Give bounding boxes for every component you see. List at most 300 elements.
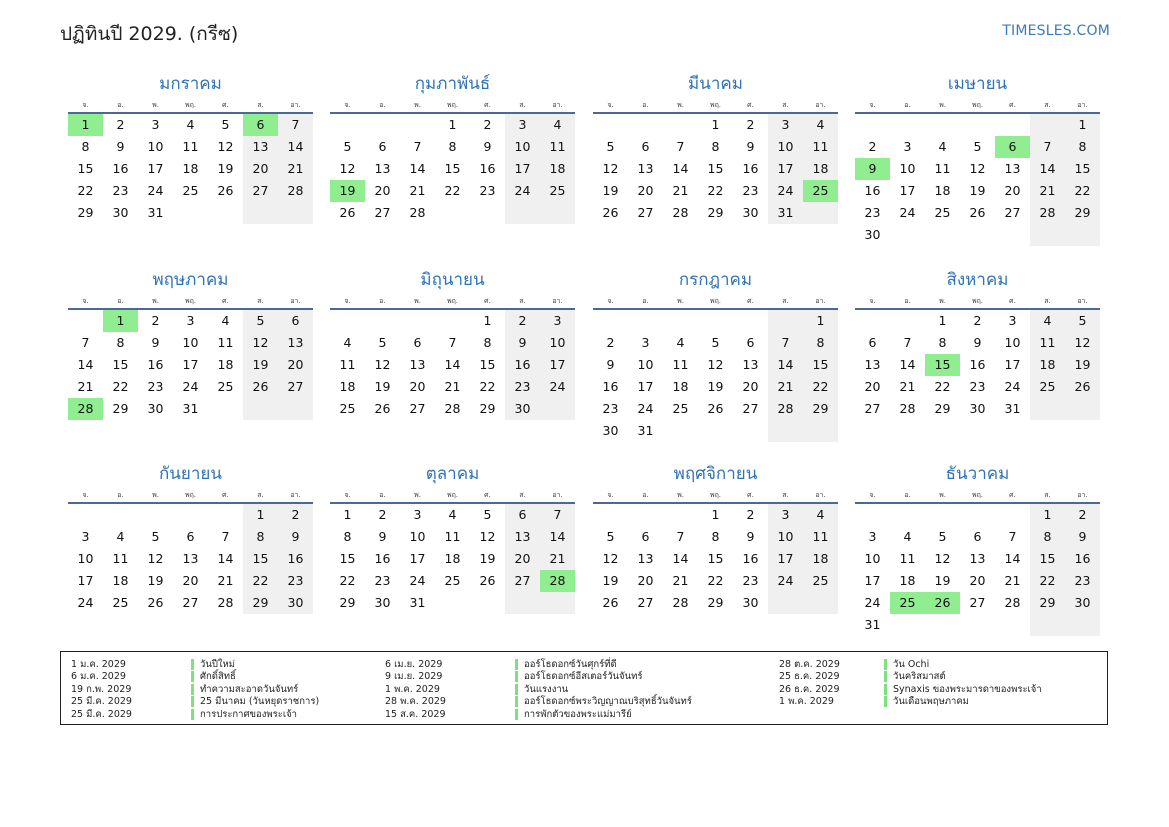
holiday-day-cell: 15 xyxy=(925,354,960,376)
day-cell: 19 xyxy=(147,573,164,588)
month-name: พฤษภาคม xyxy=(152,270,229,290)
day-cell: 18 xyxy=(934,183,951,198)
day-cell: 20 xyxy=(243,158,278,180)
day-cell: 21 xyxy=(1004,573,1021,588)
day-cell: 3 xyxy=(186,313,195,328)
holiday-name: ศักดิ์สิทธิ์ xyxy=(191,671,236,682)
day-cell: 19 xyxy=(374,379,391,394)
day-cell: 9 xyxy=(483,139,492,154)
day-cell: 29 xyxy=(707,595,724,610)
empty-cell xyxy=(593,504,628,526)
days-grid xyxy=(855,504,1100,636)
day-cell: 2 xyxy=(1065,504,1100,526)
day-cell: 26 xyxy=(217,183,234,198)
day-cell: 25 xyxy=(672,401,689,416)
day-cell: 23 xyxy=(278,570,313,592)
weekday-label: ส. xyxy=(519,491,526,499)
month-block xyxy=(68,460,313,614)
day-cell: 17 xyxy=(147,161,164,176)
day-cell: 13 xyxy=(278,332,313,354)
day-cell: 2 xyxy=(378,507,387,522)
empty-cell xyxy=(208,504,243,526)
weekday-label: จ. xyxy=(607,101,614,109)
day-cell: 23 xyxy=(147,379,164,394)
day-cell: 18 xyxy=(803,158,838,180)
day-cell: 30 xyxy=(374,595,391,610)
day-cell: 4 xyxy=(116,529,125,544)
weekday-label: จ. xyxy=(869,491,876,499)
day-cell: 23 xyxy=(969,379,986,394)
empty-cell xyxy=(890,224,925,246)
day-cell: 18 xyxy=(217,357,234,372)
holiday-name: วันเดือนพฤษภาคม xyxy=(884,696,969,707)
day-cell: 7 xyxy=(448,335,457,350)
weekday-label: ส. xyxy=(782,297,789,305)
days-grid xyxy=(68,504,313,614)
day-cell: 31 xyxy=(768,202,803,224)
weekday-label: ศ. xyxy=(222,297,229,305)
holidays-column-3 xyxy=(779,658,1042,708)
weekday-label: พ. xyxy=(677,297,684,305)
weekday-label: อา. xyxy=(1077,101,1088,109)
day-cell: 3 xyxy=(768,114,803,136)
day-cell: 13 xyxy=(505,526,540,548)
holiday-name: ออร์โธดอกซ์วันศุกร์ที่ดี xyxy=(515,659,617,670)
holiday-name: Synaxis ของพระมารดาของพระเจ้า xyxy=(884,684,1042,695)
weekday-label: อ. xyxy=(117,297,124,305)
day-cell: 21 xyxy=(899,379,916,394)
day-cell: 13 xyxy=(864,357,881,372)
weekday-label: พ. xyxy=(152,101,159,109)
empty-cell xyxy=(768,310,803,332)
day-cell: 15 xyxy=(339,551,356,566)
day-cell: 11 xyxy=(1030,332,1065,354)
day-cell: 18 xyxy=(540,158,575,180)
empty-cell xyxy=(698,310,733,332)
empty-cell xyxy=(663,114,698,136)
holiday-day-cell: 28 xyxy=(68,398,103,420)
day-cell: 24 xyxy=(409,573,426,588)
weekday-label: อ. xyxy=(642,491,649,499)
day-cell: 5 xyxy=(973,139,982,154)
month-block xyxy=(855,460,1100,636)
weekday-label: ส. xyxy=(1044,297,1051,305)
day-cell: 20 xyxy=(864,379,881,394)
weekday-label: อ. xyxy=(642,101,649,109)
weekday-label: พฤ. xyxy=(446,101,459,109)
day-cell: 13 xyxy=(1004,161,1021,176)
day-cell: 29 xyxy=(803,398,838,420)
holiday-day-cell: 25 xyxy=(890,592,925,614)
weekday-label: อา. xyxy=(1077,297,1088,305)
empty-cell xyxy=(803,592,838,614)
empty-cell xyxy=(470,592,505,614)
day-cell: 25 xyxy=(339,401,356,416)
weekday-label: พ. xyxy=(152,491,159,499)
weekday-label: อา. xyxy=(552,101,563,109)
day-cell: 14 xyxy=(217,551,234,566)
month-block xyxy=(330,70,575,224)
day-cell: 15 xyxy=(77,161,94,176)
day-cell: 15 xyxy=(479,357,496,372)
weekday-label: อา. xyxy=(290,101,301,109)
day-cell: 24 xyxy=(637,401,654,416)
day-cell: 27 xyxy=(278,376,313,398)
weekday-label: จ. xyxy=(869,297,876,305)
day-cell: 10 xyxy=(540,332,575,354)
month-block xyxy=(855,266,1100,420)
day-cell: 6 xyxy=(746,335,755,350)
empty-cell xyxy=(995,114,1030,136)
day-cell: 30 xyxy=(742,205,759,220)
day-cell: 22 xyxy=(112,379,129,394)
empty-cell xyxy=(330,114,365,136)
day-cell: 10 xyxy=(182,335,199,350)
day-cell: 22 xyxy=(934,379,951,394)
day-cell: 7 xyxy=(676,139,685,154)
day-cell: 27 xyxy=(969,595,986,610)
weekday-label: พฤ. xyxy=(184,101,197,109)
day-cell: 10 xyxy=(899,161,916,176)
weekday-label: ส. xyxy=(1044,101,1051,109)
day-cell: 14 xyxy=(409,161,426,176)
day-cell: 6 xyxy=(378,139,387,154)
day-cell: 31 xyxy=(637,423,654,438)
empty-cell xyxy=(995,614,1030,636)
day-cell: 17 xyxy=(182,357,199,372)
day-cell: 23 xyxy=(1065,570,1100,592)
day-cell: 3 xyxy=(641,335,650,350)
day-cell: 24 xyxy=(540,376,575,398)
empty-cell xyxy=(1030,398,1065,420)
day-cell: 20 xyxy=(505,548,540,570)
day-cell: 22 xyxy=(479,379,496,394)
day-cell: 29 xyxy=(339,595,356,610)
weekday-label: พฤ. xyxy=(184,491,197,499)
day-cell: 6 xyxy=(973,529,982,544)
day-cell: 25 xyxy=(444,573,461,588)
weekday-label: อ. xyxy=(379,101,386,109)
day-cell: 4 xyxy=(186,117,195,132)
days-grid xyxy=(593,114,838,224)
empty-cell xyxy=(505,592,540,614)
weekday-header xyxy=(68,488,313,504)
day-cell: 5 xyxy=(243,310,278,332)
day-cell: 15 xyxy=(243,548,278,570)
weekday-label: จ. xyxy=(607,491,614,499)
day-cell: 10 xyxy=(147,139,164,154)
weekday-header xyxy=(330,294,575,310)
holiday-name: ออร์โธดอกซ์อีสเตอร์วันจันทร์ xyxy=(515,671,642,682)
day-cell: 11 xyxy=(182,139,199,154)
month-name: กันยายน xyxy=(158,464,222,484)
day-cell: 8 xyxy=(243,526,278,548)
month-block xyxy=(593,460,838,614)
day-cell: 3 xyxy=(413,507,422,522)
holiday-name: วัน Ochi xyxy=(884,659,929,670)
brand-logo-text[interactable]: TIMESLES.COM xyxy=(1002,23,1110,39)
weekday-header xyxy=(855,488,1100,504)
day-cell: 2 xyxy=(868,139,877,154)
weekday-label: อ. xyxy=(904,297,911,305)
empty-cell xyxy=(663,504,698,526)
day-cell: 7 xyxy=(1008,529,1017,544)
weekday-label: ศ. xyxy=(747,101,754,109)
weekday-label: พ. xyxy=(939,297,946,305)
weekday-label: อา. xyxy=(815,297,826,305)
weekday-label: อา. xyxy=(552,297,563,305)
holiday-day-cell: 19 xyxy=(330,180,365,202)
day-cell: 5 xyxy=(606,529,615,544)
weekday-label: ส. xyxy=(782,491,789,499)
day-cell: 5 xyxy=(483,507,492,522)
empty-cell xyxy=(768,420,803,442)
day-cell: 3 xyxy=(81,529,90,544)
month-name: ธันวาคม xyxy=(945,464,1010,484)
day-cell: 17 xyxy=(409,551,426,566)
day-cell: 24 xyxy=(182,379,199,394)
weekday-label: ศ. xyxy=(222,491,229,499)
day-cell: 25 xyxy=(217,379,234,394)
month-block xyxy=(593,266,838,442)
weekday-label: อ. xyxy=(642,297,649,305)
day-cell: 13 xyxy=(182,551,199,566)
day-cell: 27 xyxy=(182,595,199,610)
empty-cell xyxy=(890,114,925,136)
weekday-label: อ. xyxy=(379,297,386,305)
month-block xyxy=(68,70,313,224)
day-cell: 17 xyxy=(540,354,575,376)
day-cell: 7 xyxy=(676,529,685,544)
empty-cell xyxy=(470,202,505,224)
day-cell: 7 xyxy=(81,335,90,350)
day-cell: 27 xyxy=(243,180,278,202)
empty-cell xyxy=(698,420,733,442)
empty-cell xyxy=(995,504,1030,526)
day-cell: 16 xyxy=(278,548,313,570)
empty-cell xyxy=(173,202,208,224)
weekday-label: อา. xyxy=(290,297,301,305)
day-cell: 11 xyxy=(339,357,356,372)
day-cell: 19 xyxy=(243,354,278,376)
day-cell: 5 xyxy=(938,529,947,544)
empty-cell xyxy=(1030,614,1065,636)
weekday-header xyxy=(68,294,313,310)
holiday-date: 6 ม.ค. 2029 xyxy=(71,671,126,683)
day-cell: 16 xyxy=(602,379,619,394)
weekday-label: ส. xyxy=(1044,491,1051,499)
day-cell: 15 xyxy=(707,161,724,176)
day-cell: 4 xyxy=(803,114,838,136)
empty-cell xyxy=(540,592,575,614)
day-cell: 3 xyxy=(868,529,877,544)
weekday-label: อ. xyxy=(379,491,386,499)
day-cell: 2 xyxy=(116,117,125,132)
days-grid xyxy=(68,310,313,420)
empty-cell xyxy=(278,398,313,420)
day-cell: 17 xyxy=(768,158,803,180)
day-cell: 28 xyxy=(409,205,426,220)
weekday-label: พ. xyxy=(939,491,946,499)
weekday-label: พฤ. xyxy=(446,491,459,499)
day-cell: 5 xyxy=(343,139,352,154)
day-cell: 24 xyxy=(768,180,803,202)
day-cell: 16 xyxy=(147,357,164,372)
day-cell: 21 xyxy=(77,379,94,394)
day-cell: 18 xyxy=(672,379,689,394)
day-cell: 29 xyxy=(77,205,94,220)
weekday-label: พฤ. xyxy=(971,491,984,499)
day-cell: 11 xyxy=(803,136,838,158)
day-cell: 17 xyxy=(1004,357,1021,372)
day-cell: 9 xyxy=(746,529,755,544)
weekday-label: พ. xyxy=(152,297,159,305)
day-cell: 2 xyxy=(151,313,160,328)
day-cell: 1 xyxy=(448,117,457,132)
empty-cell xyxy=(435,202,470,224)
empty-cell xyxy=(173,504,208,526)
weekday-header xyxy=(330,488,575,504)
holiday-name: วันปีใหม่ xyxy=(191,659,235,670)
day-cell: 10 xyxy=(409,529,426,544)
day-cell: 6 xyxy=(413,335,422,350)
days-grid xyxy=(68,114,313,224)
day-cell: 7 xyxy=(540,504,575,526)
holiday-date: 15 ส.ค. 2029 xyxy=(385,708,446,720)
weekday-header xyxy=(593,98,838,114)
day-cell: 25 xyxy=(934,205,951,220)
month-name: สิงหาคม xyxy=(946,270,1009,290)
day-cell: 12 xyxy=(339,161,356,176)
day-cell: 8 xyxy=(711,529,720,544)
day-cell: 26 xyxy=(602,205,619,220)
day-cell: 11 xyxy=(112,551,129,566)
weekday-header xyxy=(68,98,313,114)
empty-cell xyxy=(365,114,400,136)
day-cell: 1 xyxy=(938,313,947,328)
weekday-label: จ. xyxy=(869,101,876,109)
day-cell: 26 xyxy=(479,573,496,588)
day-cell: 19 xyxy=(602,573,619,588)
day-cell: 15 xyxy=(1065,158,1100,180)
day-cell: 3 xyxy=(505,114,540,136)
day-cell: 16 xyxy=(505,354,540,376)
weekday-label: อา. xyxy=(815,491,826,499)
weekday-label: อา. xyxy=(290,491,301,499)
day-cell: 3 xyxy=(151,117,160,132)
holiday-row xyxy=(779,696,1042,709)
empty-cell xyxy=(733,310,768,332)
day-cell: 20 xyxy=(182,573,199,588)
day-cell: 12 xyxy=(707,357,724,372)
empty-cell xyxy=(628,114,663,136)
day-cell: 9 xyxy=(505,332,540,354)
day-cell: 8 xyxy=(938,335,947,350)
empty-cell xyxy=(1065,224,1100,246)
day-cell: 28 xyxy=(768,398,803,420)
day-cell: 25 xyxy=(540,180,575,202)
empty-cell xyxy=(768,592,803,614)
day-cell: 3 xyxy=(1008,313,1017,328)
day-cell: 8 xyxy=(1030,526,1065,548)
holiday-date: 26 ธ.ค. 2029 xyxy=(779,683,840,695)
holiday-day-cell: 1 xyxy=(103,310,138,332)
empty-cell xyxy=(103,504,138,526)
day-cell: 21 xyxy=(768,376,803,398)
weekday-label: ศ. xyxy=(222,101,229,109)
day-cell: 20 xyxy=(637,183,654,198)
day-cell: 2 xyxy=(746,507,755,522)
day-cell: 21 xyxy=(540,548,575,570)
weekday-label: อ. xyxy=(117,101,124,109)
day-cell: 11 xyxy=(934,161,951,176)
day-cell: 19 xyxy=(969,183,986,198)
weekday-label: พ. xyxy=(414,297,421,305)
day-cell: 30 xyxy=(969,401,986,416)
day-cell: 17 xyxy=(505,158,540,180)
day-cell: 6 xyxy=(505,504,540,526)
day-cell: 4 xyxy=(221,313,230,328)
day-cell: 3 xyxy=(903,139,912,154)
day-cell: 24 xyxy=(899,205,916,220)
empty-cell xyxy=(243,398,278,420)
weekday-label: อา. xyxy=(1077,491,1088,499)
holiday-date: 28 ต.ค. 2029 xyxy=(779,658,840,670)
day-cell: 10 xyxy=(1004,335,1021,350)
day-cell: 12 xyxy=(479,529,496,544)
day-cell: 20 xyxy=(278,354,313,376)
day-cell: 11 xyxy=(672,357,689,372)
day-cell: 20 xyxy=(374,183,391,198)
weekday-label: อา. xyxy=(815,101,826,109)
empty-cell xyxy=(925,224,960,246)
weekday-label: ส. xyxy=(257,491,264,499)
empty-cell xyxy=(593,114,628,136)
empty-cell xyxy=(890,310,925,332)
weekday-label: พฤ. xyxy=(709,101,722,109)
holiday-date: 25 มี.ค. 2029 xyxy=(71,708,132,720)
weekday-label: จ. xyxy=(344,101,351,109)
day-cell: 29 xyxy=(243,592,278,614)
weekday-label: พฤ. xyxy=(971,101,984,109)
day-cell: 13 xyxy=(637,551,654,566)
day-cell: 26 xyxy=(707,401,724,416)
weekday-label: จ. xyxy=(82,101,89,109)
empty-cell xyxy=(890,504,925,526)
day-cell: 22 xyxy=(707,573,724,588)
day-cell: 5 xyxy=(606,139,615,154)
weekday-label: ศ. xyxy=(484,101,491,109)
weekday-label: ส. xyxy=(519,297,526,305)
day-cell: 26 xyxy=(969,205,986,220)
empty-cell xyxy=(435,310,470,332)
empty-cell xyxy=(278,202,313,224)
weekday-label: ศ. xyxy=(747,491,754,499)
day-cell: 23 xyxy=(864,205,881,220)
day-cell: 16 xyxy=(864,183,881,198)
month-name: มีนาคม xyxy=(688,74,743,94)
weekday-label: จ. xyxy=(344,297,351,305)
day-cell: 10 xyxy=(637,357,654,372)
day-cell: 21 xyxy=(217,573,234,588)
holiday-date: 25 มี.ค. 2029 xyxy=(71,696,132,708)
day-cell: 16 xyxy=(479,161,496,176)
day-cell: 19 xyxy=(479,551,496,566)
day-cell: 22 xyxy=(1030,570,1065,592)
day-cell: 5 xyxy=(221,117,230,132)
day-cell: 31 xyxy=(864,617,881,632)
day-cell: 27 xyxy=(637,595,654,610)
